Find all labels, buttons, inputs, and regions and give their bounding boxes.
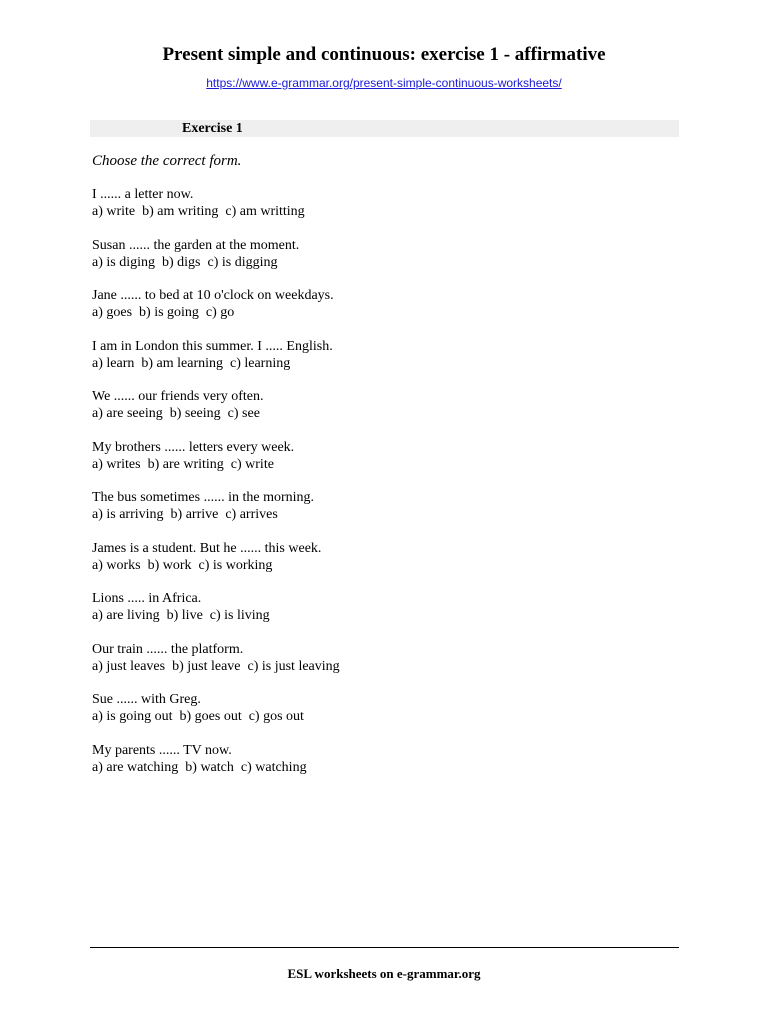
exercise-heading-bar [90,120,679,137]
question-sentence: I am in London this summer. I ..... English. [92,338,333,354]
question-item [92,590,672,641]
question-sentence: My brothers ...... letters every week. [92,439,295,455]
worksheet-link[interactable]: https://www.e-grammar.org/present-simple-continuous-worksheets/ [206,76,562,90]
question-sentence: My parents ...... TV now. [92,742,232,758]
footer-text: ESL worksheets on e-grammar.org [287,966,481,981]
question-sentence: Our train ...... the platform. [92,641,244,657]
question-item [92,439,672,490]
page-title: Present simple and continuous: exercise 1 - affirmative [162,44,606,65]
question-options: a) goes b) is going c) go [92,305,235,320]
question-sentence: Lions ..... in Africa. [92,591,202,606]
question-sentence: Jane ...... to bed at 10 o'clock on weekdays. [92,288,334,303]
question-sentence: We ...... our friends very often. [92,389,264,404]
question-options: a) are living b) live c) is living [92,608,270,623]
question-options: a) writes b) are writing c) write [92,456,274,472]
footer-divider [90,947,679,948]
question-sentence: Sue ...... with Greg. [92,692,201,707]
exercise-heading: Exercise 1 [182,121,243,136]
question-options: a) is arriving b) arrive c) arrives [92,507,278,522]
question-sentence: The bus sometimes ...... in the morning. [92,490,315,505]
exercise-instruction: Choose the correct form. [92,153,242,169]
question-item [92,489,672,540]
question-list [92,186,672,792]
question-item [92,540,672,591]
question-options: a) is diging b) digs c) is digging [92,254,278,270]
question-options: a) is going out b) goes out c) gos out [92,709,304,724]
question-sentence: I ...... a letter now. [92,187,194,202]
question-item [92,237,672,288]
question-sentence: Susan ...... the garden at the moment. [92,237,300,253]
question-item [92,691,672,742]
question-options: a) are watching b) watch c) watching [92,759,307,775]
question-item [92,186,672,237]
question-options: a) are seeing b) seeing c) see [92,406,260,421]
question-item [92,287,672,338]
question-item [92,641,672,692]
question-sentence: James is a student. But he ...... this week. [92,540,322,556]
question-options: a) just leaves b) just leave c) is just leaving [92,658,340,674]
question-item [92,742,672,793]
question-options: a) works b) work c) is working [92,557,273,573]
question-options: a) write b) am writing c) am writting [92,204,305,219]
question-item [92,338,672,389]
question-options: a) learn b) am learning c) learning [92,355,291,371]
question-item [92,388,672,439]
source-url [0,76,768,90]
